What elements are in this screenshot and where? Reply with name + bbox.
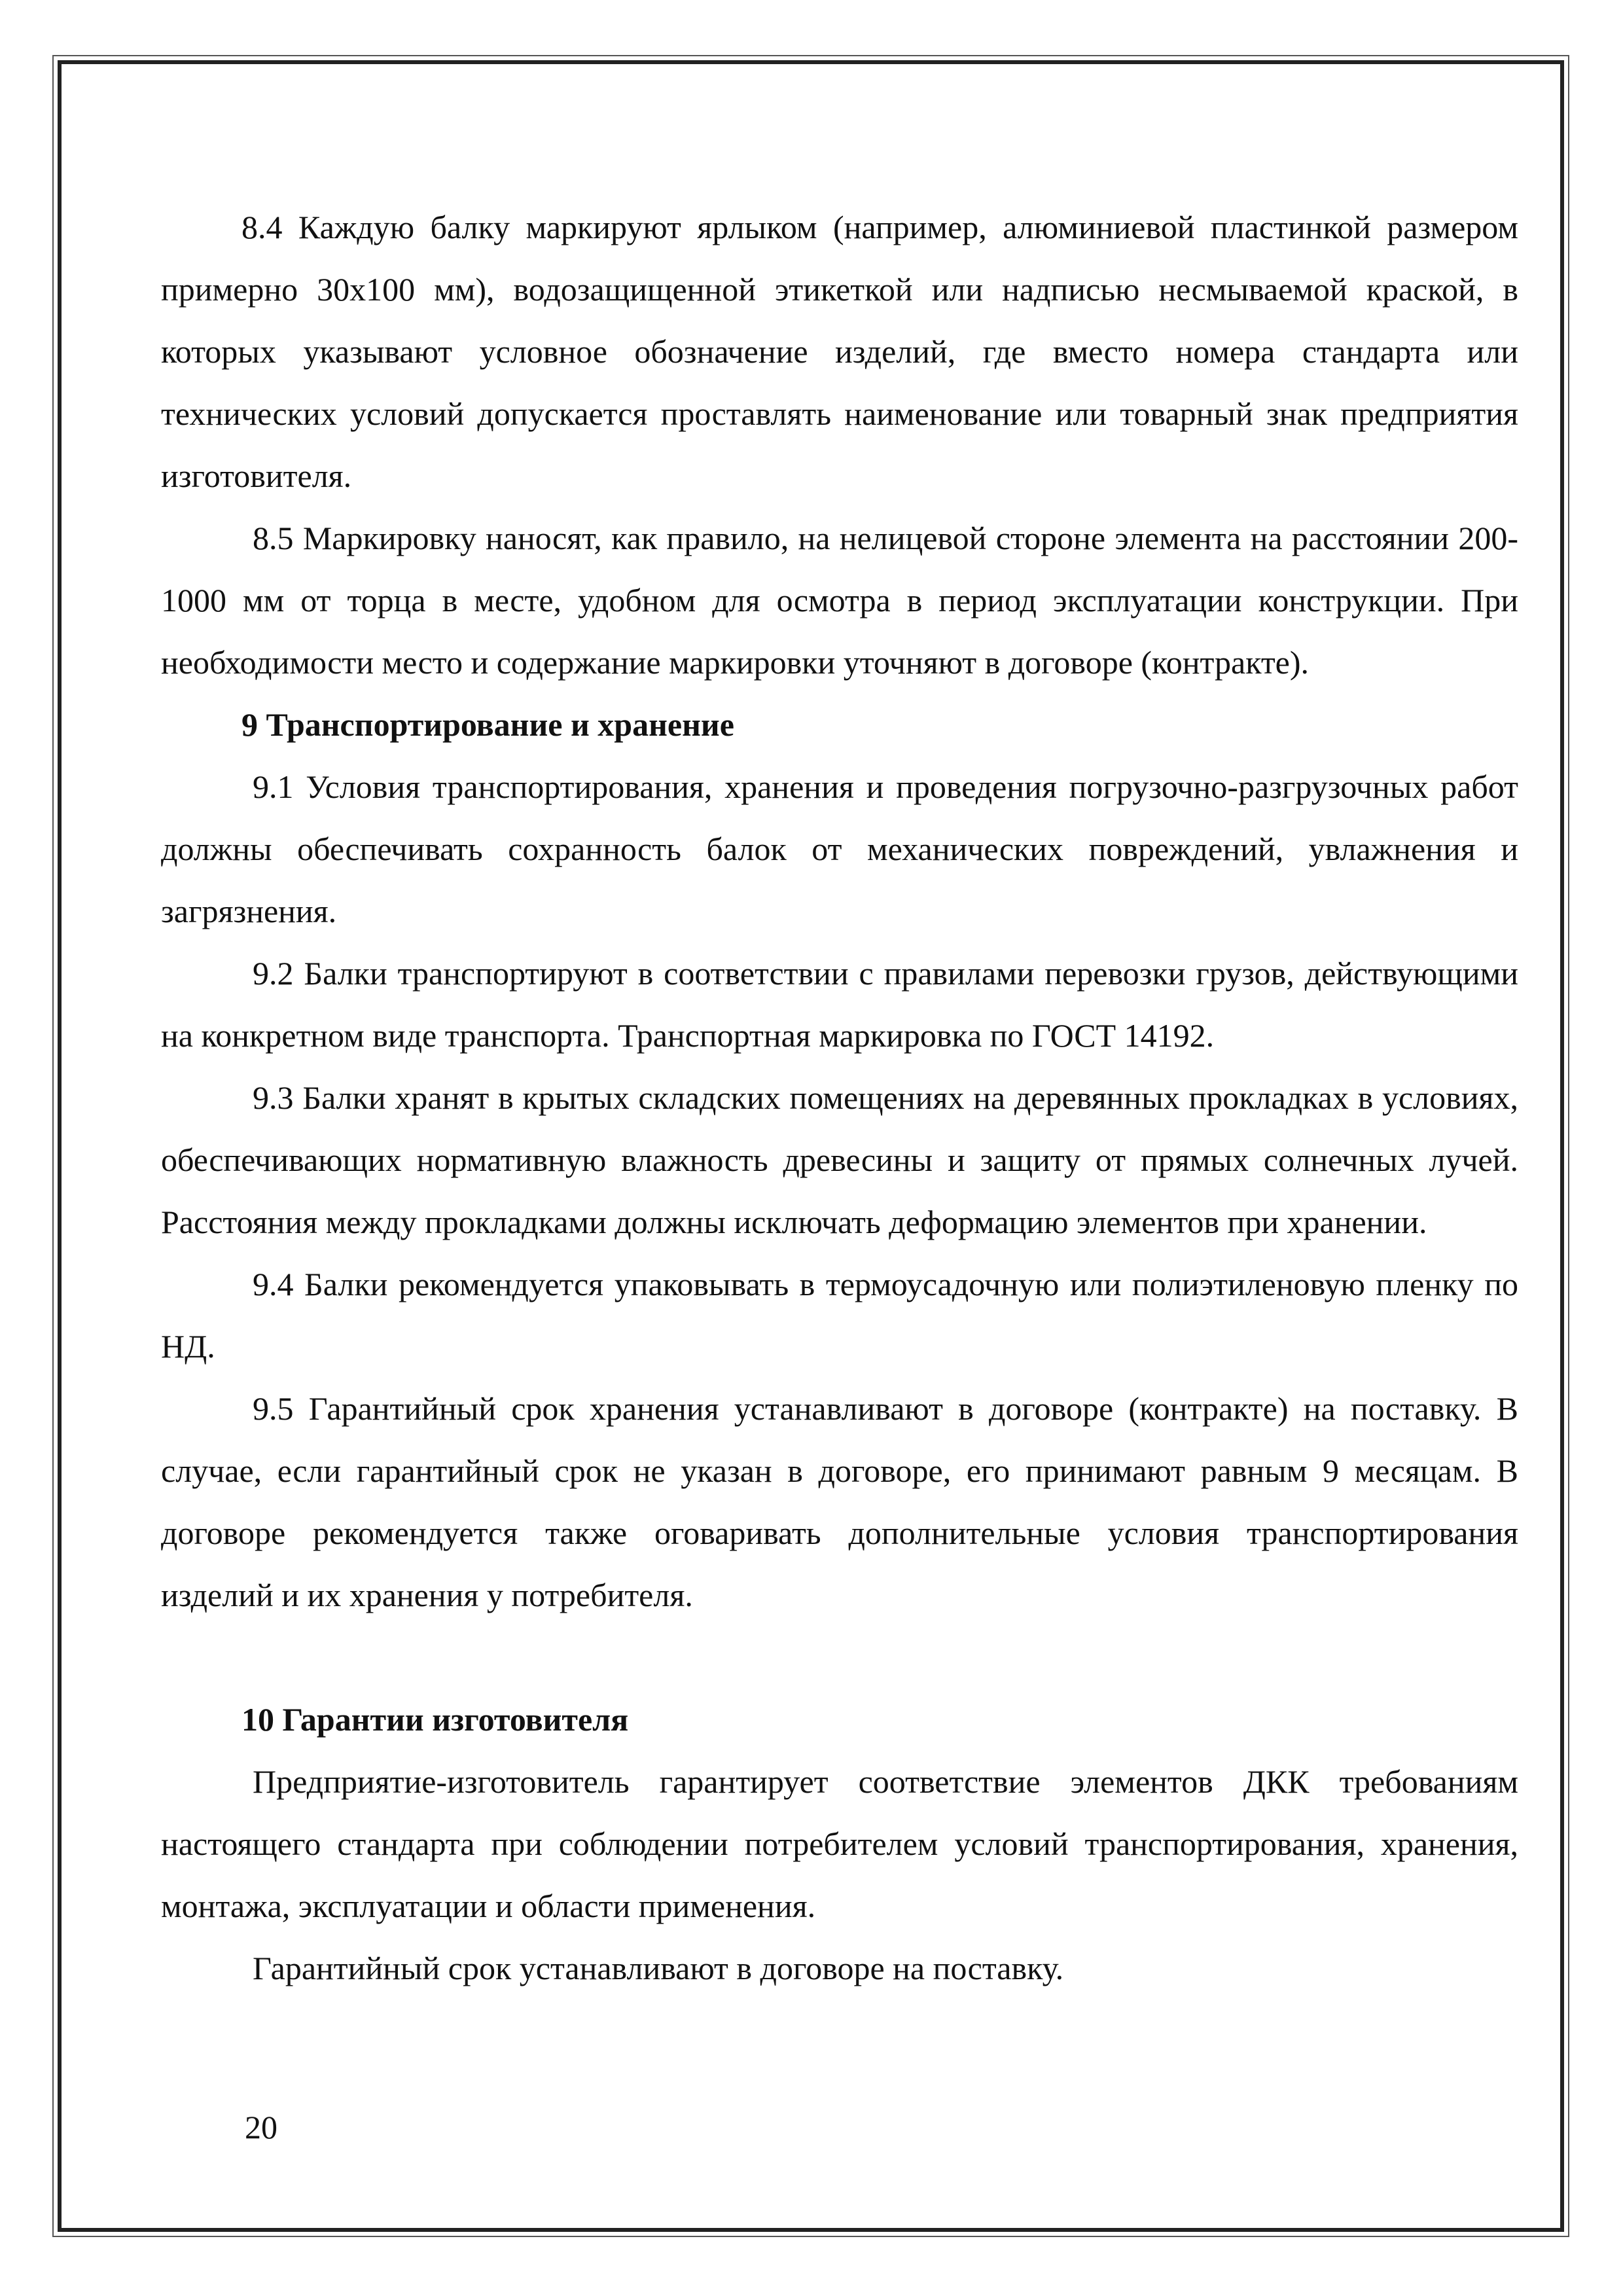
page-number: 20: [245, 2109, 277, 2145]
paragraph-text: 8.4 Каждую балку маркируют ярлыком (например, алюминиевой пластинкой размером примерно 30x100 мм), водозащищенной этикеткой или надписью несмываемой краской, в которых указывают условное обозначение изделий, где вместо номера стандарта или технических условий допускается проставлять наименование или товарный знак предприятия изготовителя.: [161, 209, 1518, 494]
spacer: [161, 1626, 1518, 1689]
document-body: [161, 196, 1518, 2000]
paragraph-text: 9.4 Балки рекомендуется упаковывать в термоусадочную или полиэтиленовую пленку по НД.: [161, 1266, 1518, 1365]
paragraph-9-3: [161, 1067, 1518, 1253]
paragraph-text: 9.5 Гарантийный срок хранения устанавливают в договоре (контракте) на поставку. В случае, если гарантийный срок не указан в договоре, его принимают равным 9 месяцам. В договоре рекомендуется также оговаривать дополнительные условия транспортирования изделий и их хранения у потребителя.: [161, 1390, 1518, 1613]
paragraph-8-5: [161, 507, 1518, 694]
paragraph-8-4: [161, 196, 1518, 507]
paragraph-text: 8.5 Маркировку наносят, как правило, на нелицевой стороне элемента на расстоянии 200-1000 мм от торца в месте, удобном для осмотра в период эксплуатации конструкции. При необходимости место и содержание маркировки уточняют в договоре (контракте).: [161, 520, 1518, 681]
paragraph-9-2: [161, 942, 1518, 1067]
paragraph-9-1: [161, 756, 1518, 942]
paragraph-text: 9.3 Балки хранят в крытых складских помещениях на деревянных прокладках в условиях, обеспечивающих нормативную влажность древесины и защиту от прямых солнечных лучей. Расстояния между прокладками должны исключать деформацию элементов при хранении.: [161, 1079, 1518, 1240]
paragraph-10-1: [161, 1751, 1518, 1937]
section-heading-10: 10 Гарантии изготовителя: [241, 1701, 629, 1738]
paragraph-text: 9.2 Балки транспортируют в соответствии с правилами перевозки грузов, действующими на конкретном виде транспорта. Транспортная маркировка по ГОСТ 14192.: [161, 955, 1518, 1054]
section-heading-9: 9 Транспортирование и хранение: [241, 706, 734, 743]
paragraph-text: 9.1 Условия транспортирования, хранения и проведения погрузочно-разгрузочных работ должны обеспечивать сохранность балок от механических повреждений, увлажнения и загрязнения.: [161, 768, 1518, 929]
paragraph-9-4: [161, 1253, 1518, 1378]
paragraph-10-2: [161, 1937, 1518, 2000]
paragraph-text: Гарантийный срок устанавливают в договоре на поставку.: [253, 1950, 1064, 1986]
paragraph-text: Предприятие-изготовитель гарантирует соответствие элементов ДКК требованиям настоящего стандарта при соблюдении потребителем условий транспортирования, хранения, монтажа, эксплуатации и области применения.: [161, 1763, 1518, 1924]
paragraph-9-5: [161, 1378, 1518, 1626]
